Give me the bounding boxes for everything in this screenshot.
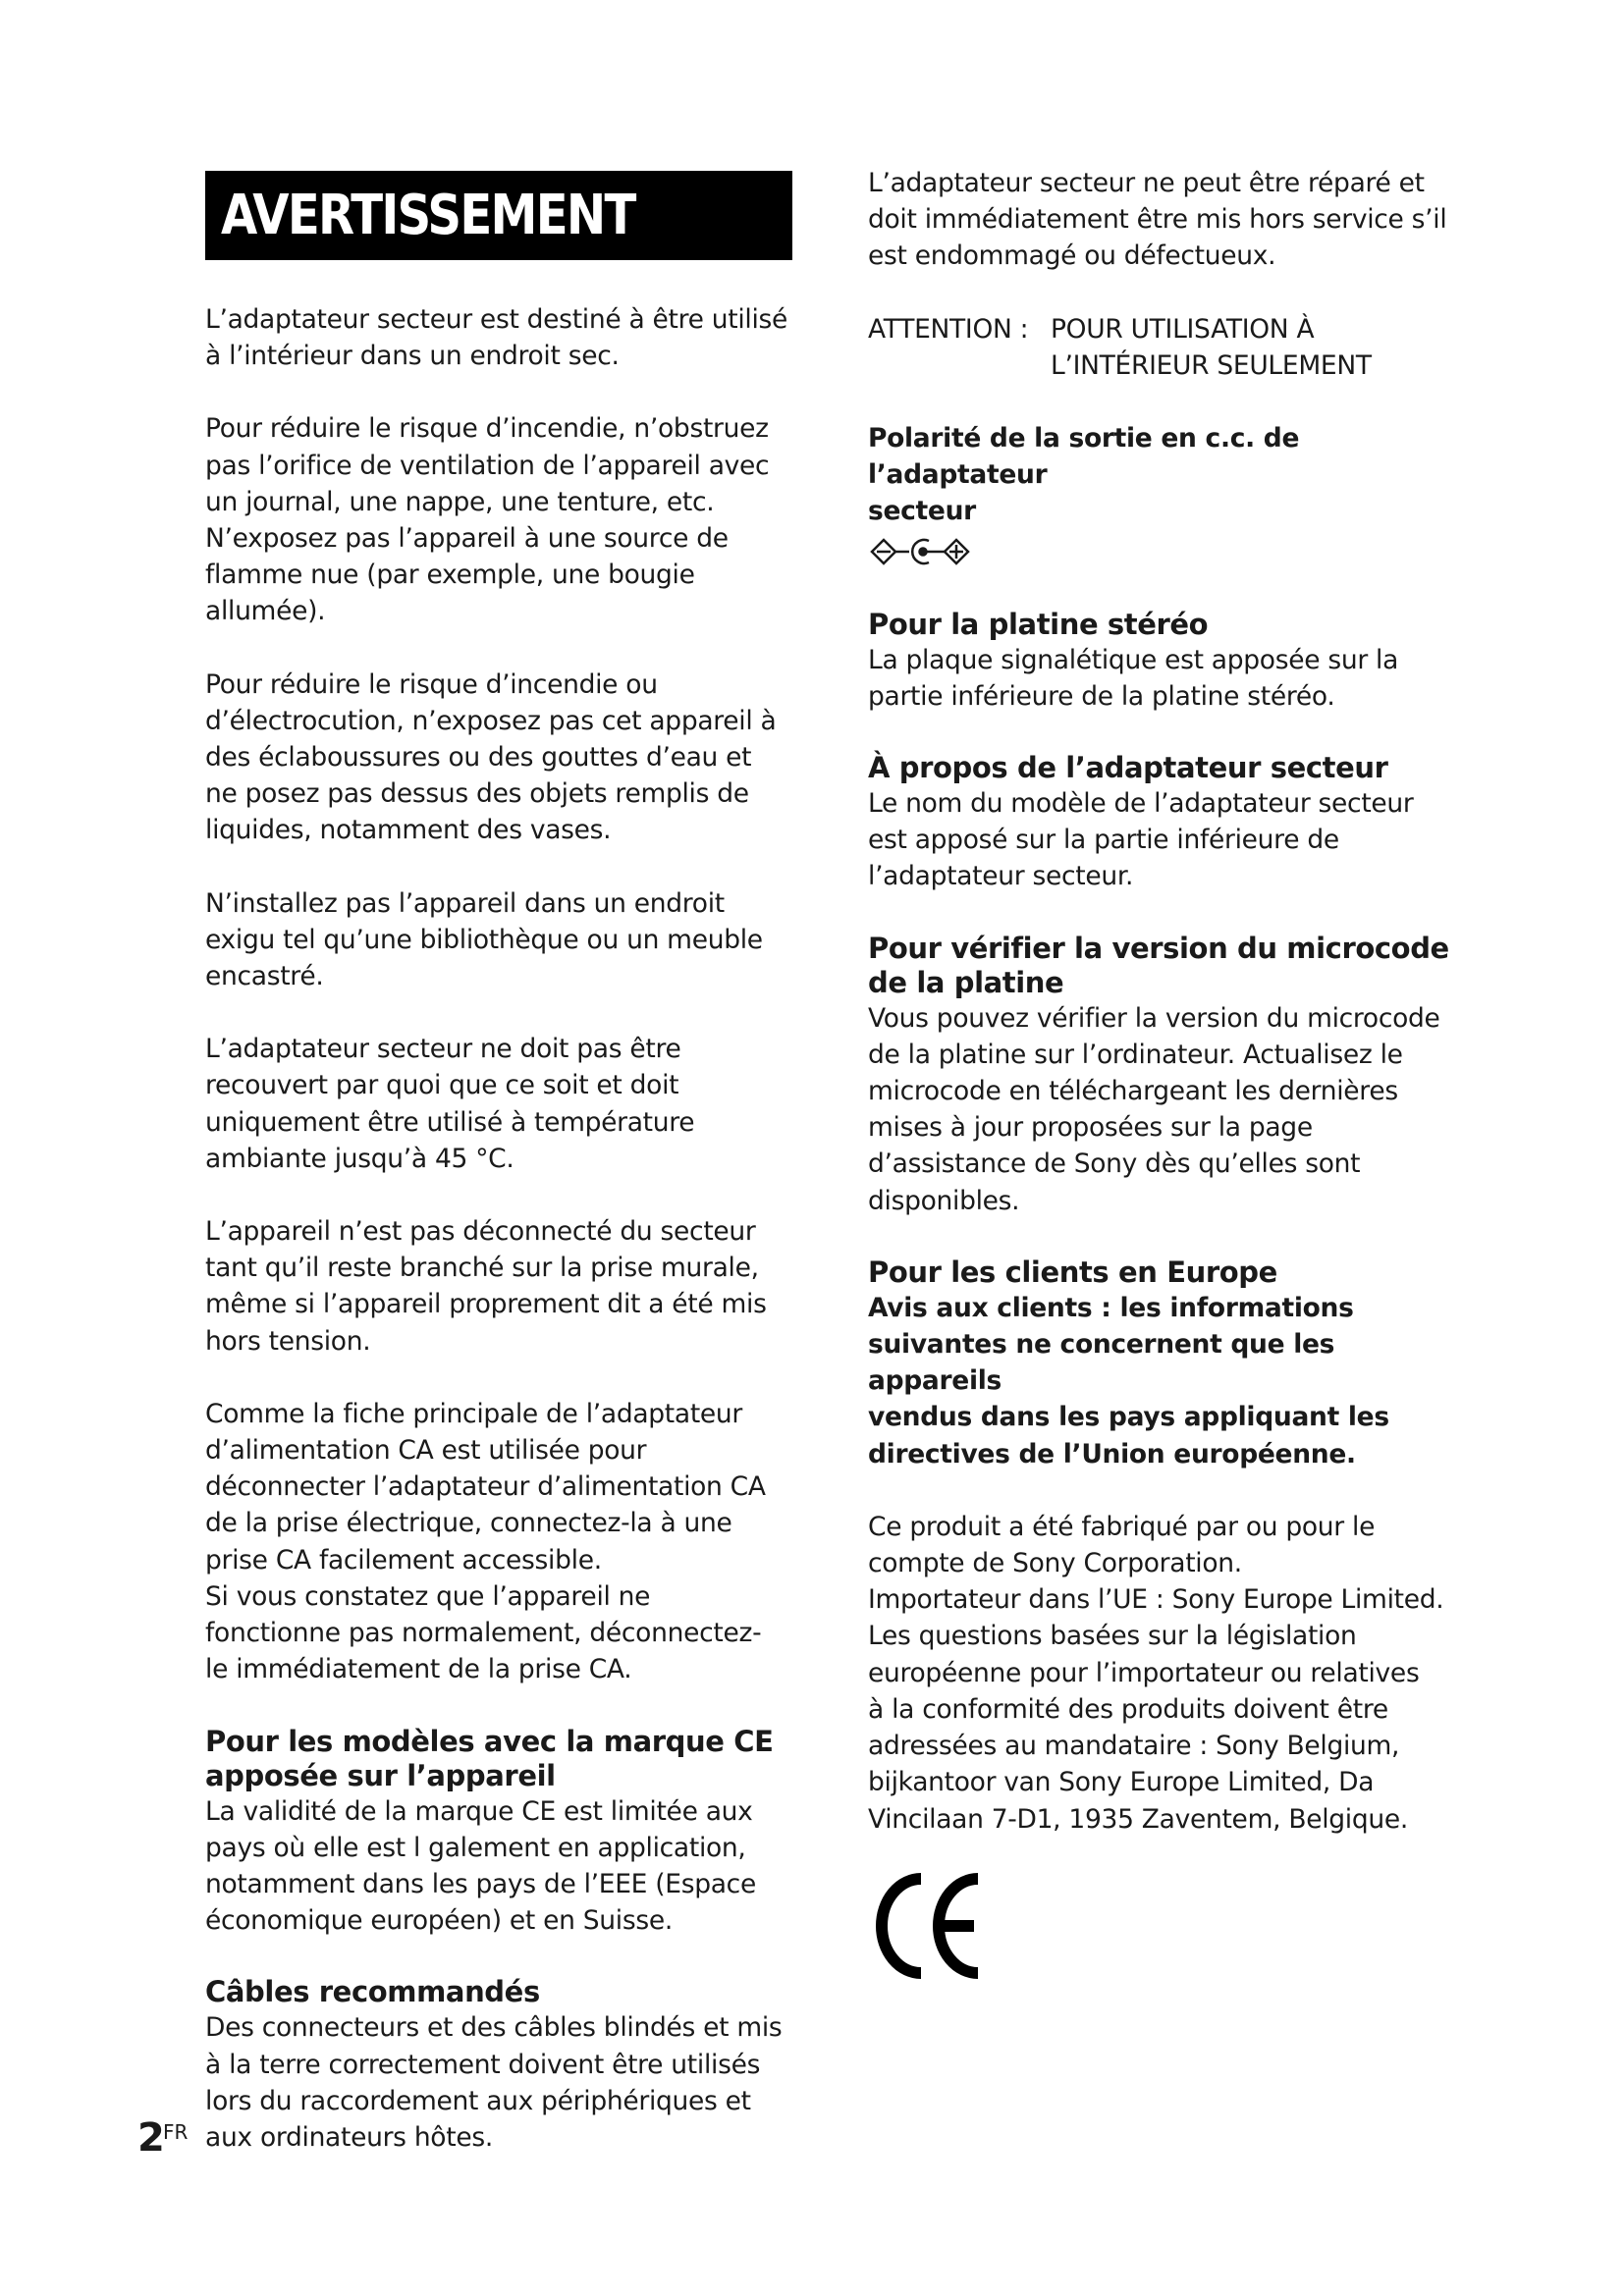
heading-polarity: Polarité de la sortie en c.c. de l’adaptateur secteur <box>868 423 1300 527</box>
paragraph-fire-risk-ventilation: Pour réduire le risque d’incendie, n’obstruez pas l’orifice de ventilation de l’appareil avec un journal, une nappe, une tenture, etc. N’exposez pas l’appareil à une source de flamme nue (par exemple, une bougie allumée). <box>205 413 770 627</box>
left-column <box>205 165 806 2156</box>
page-language-suffix: FR <box>163 2120 189 2144</box>
heading-stereo-deck: Pour la platine stéréo <box>868 607 1209 641</box>
paragraph-cables: Des connecteurs et des câbles blindés et mis à la terre correctement doivent être utilisés lors du raccordement aux périphériques et aux ordinateurs hôtes. <box>205 2012 783 2153</box>
paragraph-adapter-repair: L’adaptateur secteur ne peut être réparé et doit immédiatement être mis hors service s’il est endommagé ou défectueux. <box>868 168 1447 272</box>
page-number: 2 <box>137 2115 165 2161</box>
paragraph-ce-validity: La validité de la marque CE est limitée aux pays où elle est l galement en application, notamment dans les pays de l’EEE (Espace économique européen) et en Suisse. <box>205 1795 756 1937</box>
banner-title: AVERTISSEMENT <box>221 184 635 247</box>
paragraph-adapter-model: Le nom du modèle de l’adaptateur secteur est apposé sur la partie inférieure de l’adaptateur secteur. <box>868 788 1414 892</box>
heading-recommended-cables: Câbles recommandés <box>205 1975 540 2009</box>
paragraph-rating-plate: La plaque signalétique est apposée sur la partie inférieure de la platine stéréo. <box>868 644 1399 712</box>
paragraph-installation: N’installez pas l’appareil dans un endroit exigu tel qu’une bibliothèque ou un meuble encastré. <box>205 887 763 992</box>
paragraph-fire-shock-risk: Pour réduire le risque d’incendie ou d’électrocution, n’exposez pas cet appareil à des éclaboussures ou des gouttes d’eau et ne posez pas dessus des objets remplis de liquides, notamment des vases. <box>205 668 777 846</box>
paragraph-adapter-cover: L’adaptateur secteur ne doit pas être recouvert par quoi que ce soit et doit uniquement être utilisé à température ambiante jusqu’à 45 °C. <box>205 1034 695 1174</box>
paragraph-main-plug: Comme la fiche principale de l’adaptateur d’alimentation CA est utilisée pour déconnecter l’adaptateur d’alimentation CA de la prise électrique, connectez-la à une prise CA facilement accessible. Si vous constatez que l’appareil ne fonctionne pas normalement, déconnectez- le immédiatement de la prise CA. <box>205 1398 766 1685</box>
heading-ce-models: Pour les modèles avec la marque CE apposée sur l’appareil <box>205 1724 774 1792</box>
heading-about-adapter: À propos de l’adaptateur secteur <box>868 751 1388 785</box>
notice-eu-customers: Avis aux clients : les informations suivantes ne concernent que les appareils vendus dans les pays appliquant les directives de l’Union européenne. <box>868 1292 1389 1469</box>
attention-value: POUR UTILISATION À L’INTÉRIEUR SEULEMENT <box>1051 313 1372 381</box>
ce-mark-icon <box>868 1867 1477 1985</box>
attention-notice <box>868 311 1477 384</box>
right-column <box>868 165 1477 1985</box>
heading-europe-customers: Pour les clients en Europe <box>868 1255 1277 1289</box>
dc-polarity-icon <box>868 532 1477 571</box>
paragraph-manufacturer-importer: Ce produit a été fabriqué par ou pour le compte de Sony Corporation. Importateur dans l’UE : Sony Europe Limited. Les questions basées sur la législation européenne pour l’importateur ou relatives à la conformité des produits doivent être adressées au mandataire : Sony Belgium, bijkantoor van Sony Europe Limited, Da Vincilaan 7-D1, 1935 Zaventem, Belgique. <box>868 1511 1444 1835</box>
paragraph-disconnection: L’appareil n’est pas déconnecté du secteur tant qu’il reste branché sur la prise murale, même si l’appareil proprement dit a été mis hors tension. <box>205 1216 767 1357</box>
paragraph-indoor-use: L’adaptateur secteur est destiné à être utilisé à l’intérieur dans un endroit sec. <box>205 304 788 372</box>
paragraph-firmware: Vous pouvez vérifier la version du microcode de la platine sur l’ordinateur. Actualisez le microcode en téléchargeant les dernières mises à jour proposées sur la page d’assistance de Sony dès qu’elles sont disponibles. <box>868 1002 1440 1216</box>
warning-banner <box>205 171 792 260</box>
heading-firmware-version: Pour vérifier la version du microcode de la platine <box>868 931 1449 999</box>
attention-label: ATTENTION : <box>868 313 1029 345</box>
